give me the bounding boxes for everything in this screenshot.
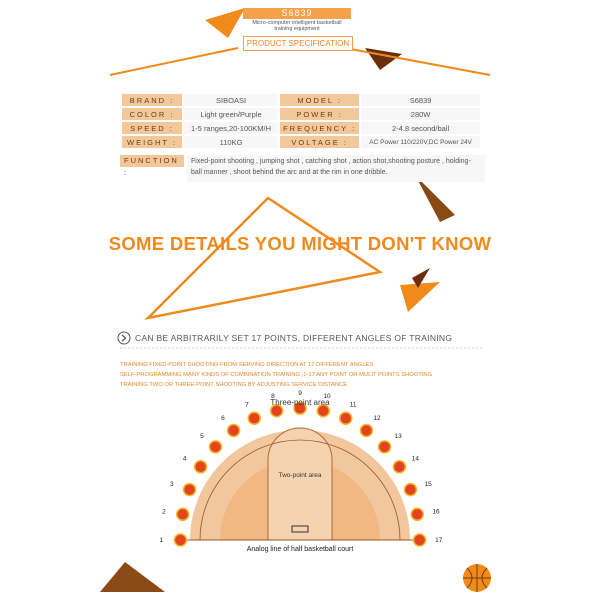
shooting-point-number: 6: [221, 414, 225, 422]
shooting-point-number: 11: [349, 401, 357, 409]
bullet-item: TRAINING FIXED-POINT SHOOTING FROM SERVING DIRECTION AT 17 DIFFERENT ANGLES: [120, 362, 374, 368]
shooting-point-number: 10: [323, 392, 331, 400]
shooting-point-number: 3: [170, 480, 174, 488]
shooting-point-number: 17: [435, 537, 443, 544]
shooting-point-number: 15: [424, 480, 432, 488]
shooting-point-ball: [411, 508, 423, 520]
shooting-point-number: 4: [182, 455, 187, 463]
shooting-point-number: 13: [394, 433, 402, 441]
spec-key: COLOR :: [122, 108, 182, 120]
spec-key: WEIGHT :: [122, 136, 182, 148]
spec-value: AC Power 110/220V,DC Power 24V: [361, 136, 480, 148]
shooting-point-number: 1: [159, 537, 164, 544]
basketball-seams-icon: [463, 564, 491, 592]
function-text: Fixed-point shooting , jumping shot , catching shot , action shot,shooting posture , holding-ball manner , shoot behind the arc and at the rim in one dribble.: [187, 155, 485, 182]
two-point-area: [268, 428, 332, 540]
shooting-point-ball: [248, 412, 260, 424]
shooting-point-ball: [393, 461, 405, 473]
spec-key: VOLTAGE :: [280, 136, 359, 148]
spec-value: S6839: [361, 94, 480, 106]
shooting-point-number: 14: [411, 455, 419, 463]
shooting-point-ball: [174, 534, 186, 546]
shooting-point-ball: [360, 424, 372, 436]
court-caption: Analog line of half basketball court: [246, 546, 354, 553]
spec-key: POWER :: [280, 108, 359, 120]
section-title: CAN BE ARBITRARILY SET 17 POINTS, DIFFERENT ANGLES OF TRAINING: [135, 333, 453, 343]
shooting-point-ball: [379, 441, 391, 453]
three-point-label: Three-point area: [270, 398, 330, 407]
shooting-point-number: 12: [373, 414, 381, 422]
shooting-point-ball: [404, 484, 416, 496]
shooting-point-ball: [340, 412, 352, 424]
model-code-badge: S6839: [243, 8, 351, 19]
shooting-point-ball: [209, 441, 221, 453]
shooting-point-number: 9: [298, 390, 302, 398]
shooting-point-ball: [177, 508, 189, 520]
shooting-point-number: 8: [271, 392, 275, 400]
spec-value: 2-4.8 second/ball: [361, 122, 480, 134]
spec-key: BRAND :: [122, 94, 182, 106]
bullet-item: TRAINING TWO OR THREE-POINT SHOOTING BY ADJUSTING SERVICE DISTANCE: [120, 382, 348, 388]
function-label: FUNCTION :: [120, 155, 184, 167]
spec-value: Light green/Purple: [184, 108, 278, 120]
spec-key: SPEED :: [122, 122, 182, 134]
spec-key: FREQUENCY :: [280, 122, 359, 134]
spec-value: 110KG: [184, 136, 278, 148]
model-subtitle: Micro-computer intelligent basketball training equipment: [252, 20, 342, 32]
spec-value: 280W: [361, 108, 480, 120]
shooting-point-number: 16: [432, 508, 440, 516]
shooting-point-ball: [195, 461, 207, 473]
spec-key: MODEL :: [280, 94, 359, 106]
details-headline: SOME DETAILS YOU MIGHT DON'T KNOW: [108, 233, 492, 254]
bullet-item: SELF-PROGRAMMING MANY KINDS OF COMBINATION TRAINING ,1-17 ANY POINT OR MULIT POINTS SHOOTING: [120, 372, 433, 378]
two-point-label: Two-point area: [278, 472, 322, 479]
shooting-point-number: 7: [245, 401, 249, 409]
shooting-point-number: 5: [200, 433, 204, 441]
spec-value: SIBOASI: [184, 94, 278, 106]
shooting-point-ball: [184, 484, 196, 496]
shooting-point-ball: [414, 534, 426, 546]
spec-title: PRODUCT SPECIFICATION: [243, 36, 353, 51]
spec-value: 1-5 ranges,20-100KM/H: [184, 122, 278, 134]
shooting-point-ball: [228, 424, 240, 436]
shooting-point-number: 2: [162, 508, 166, 516]
